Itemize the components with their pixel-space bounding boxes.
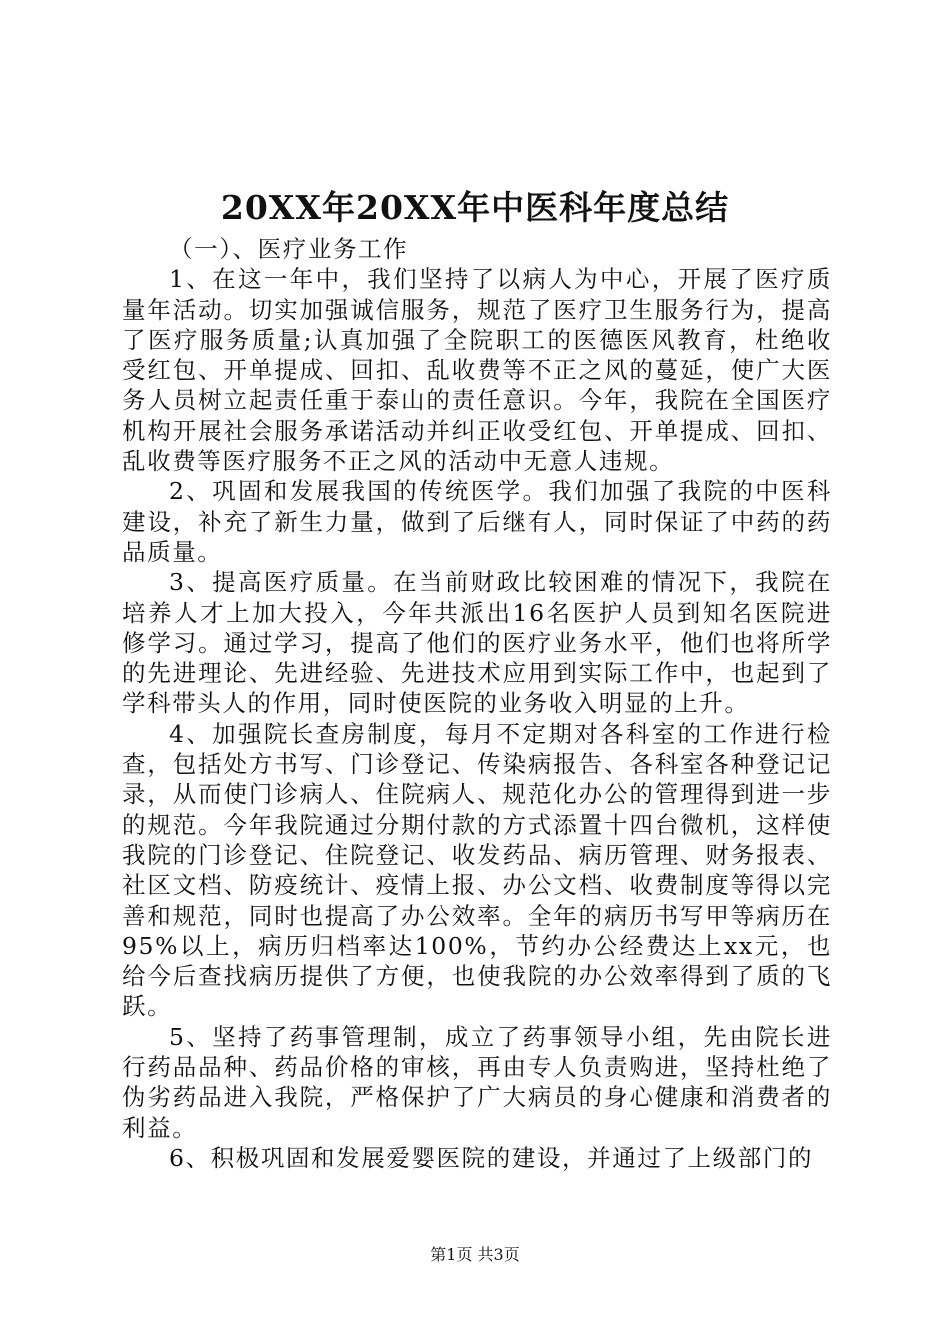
document-body (122, 234, 832, 1173)
paragraph-3: 3、提高医疗质量。在当前财政比较困难的情况下，我院在培养人才上加大投入，今年共派出16名医护人员到知名医院进修学习。通过学习，提高了他们的医疗业务水平，他们也将所学的先进理论、先进经验、先进技术应用到实际工作中，也起到了学科带头人的作用，同时使医院的业务收入明显的上升。 (122, 568, 832, 718)
section-heading: （一）、医疗业务工作 (169, 235, 409, 263)
document-title: 20XX年20XX年中医科年度总结 (220, 188, 730, 227)
paragraph-5: 5、坚持了药事管理制，成立了药事领导小组，先由院长进行药品品种、药品价格的审核，再由专人负责购进，坚持杜绝了伪劣药品进入我院，严格保护了广大病员的身心健康和消费者的利益。 (122, 1022, 832, 1142)
paragraph-1: 1、在这一年中，我们坚持了以病人为中心，开展了医疗质量年活动。切实加强诚信服务，规范了医疗卫生服务行为，提高了医疗服务质量;认真加强了全院职工的医德医风教育，杜绝收受红包、开单提成、回扣、乱收费等不正之风的蔓延，使广大医务人员树立起责任重于泰山的责任意识。今年，我院在全国医疗机构开展社会服务承诺活动并纠正收受红包、开单提成、回扣、乱收费等医疗服务不正之风的活动中无意人违规。 (122, 265, 832, 476)
paragraph-6: 6、积极巩固和发展爱婴医院的建设，并通过了上级部门的 (169, 1143, 814, 1172)
page-number-footer: 第1页 共3页 (430, 1245, 520, 1264)
paragraph-2: 2、巩固和发展我国的传统医学。我们加强了我院的中医科建设，补充了新生力量，做到了后继有人，同时保证了中药的药品质量。 (122, 477, 832, 566)
paragraph-4: 4、加强院长查房制度，每月不定期对各科室的工作进行检查，包括处方书写、门诊登记、传染病报告、各科室各种登记记录，从而使门诊病人、住院病人、规范化办公的管理得到进一步的规范。今年我院通过分期付款的方式添置十四台微机，这样使我院的门诊登记、住院登记、收发药品、病历管理、财务报表、社区文档、防疫统计、疫情上报、办公文档、收费制度等得以完善和规范，同时也提高了办公效率。全年的病历书写甲等病历在95%以上，病历归档率达100%，节约办公经费达上xx元，也给今后查找病历提供了方便，也使我院的办公效率得到了质的飞跃。 (122, 719, 832, 1021)
